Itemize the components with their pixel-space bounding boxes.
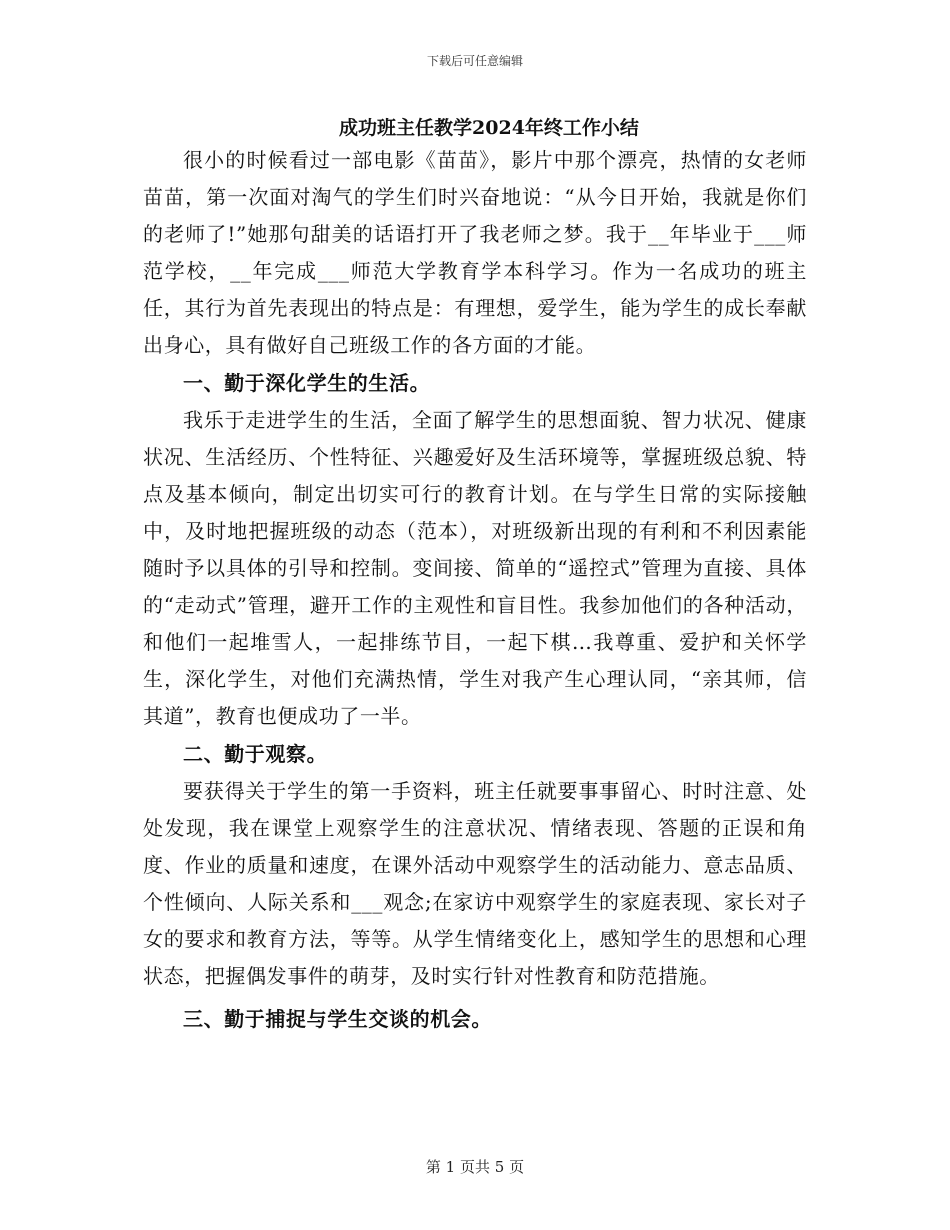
document-title: 成功班主任教学2024年终工作小结 [339, 117, 639, 139]
section-3-heading: 三、勤于捕捉与学生交谈的机会。 [183, 1007, 492, 1032]
document-body [143, 142, 807, 1038]
section-1-heading: 一、勤于深化学生的生活。 [183, 370, 431, 395]
page-number: 第 1 页共 5 页 [425, 1158, 525, 1176]
section-1-body: 我乐于走进学生的生活，全面了解学生的思想面貌、智力状况、健康状况、生活经历、个性特征、兴趣爱好及生活环境等，掌握班级总貌、特点及基本倾向，制定出切实可行的教育计划。在与学生日常的实际接触中，及时地把握班级的动态（范本），对班级新出现的有利和不利因素能随时予以具体的引导和控制。变间接、简单的“遥控式”管理为直接、具体的“走动式”管理，避开工作的主观性和盲目性。我参加他们的各种活动，和他们一起堆雪人，一起排练节目，一起下棋…我尊重、爱护和关怀学生，深化学生，对他们充满热情，学生对我产生心理认同，“亲其师，信其道”，教育也便成功了一半。 [143, 407, 807, 729]
section-2-body: 要获得关于学生的第一手资料，班主任就要事事留心、时时注意、处处发现，我在课堂上观察学生的注意状况、情绪表现、答题的正误和角度、作业的质量和速度，在课外活动中观察学生的活动能力、意志品质、个性倾向、人际关系和___观念;在家访中观察学生的家庭表现、家长对子女的要求和教育方法，等等。从学生情绪变化上，感知学生的思想和心理状态，把握偶发事件的萌芽，及时实行针对性教育和防范措施。 [143, 778, 807, 989]
section-2-heading: 二、勤于观察。 [183, 741, 328, 766]
intro-paragraph: 很小的时候看过一部电影《苗苗》，影片中那个漂亮，热情的女老师苗苗，第一次面对淘气的学生们时兴奋地说：“从今日开始，我就是你们的老师了!”她那句甜美的话语打开了我老师之梦。我于__年毕业于___师范学校，__年完成___师范大学教育学本科学习。作为一名成功的班主任，其行为首先表现出的特点是：有理想，爱学生，能为学生的成长奉献出身心，具有做好自己班级工作的各方面的才能。 [143, 148, 807, 358]
page-header-note: 下载后可任意编辑 [426, 54, 523, 68]
